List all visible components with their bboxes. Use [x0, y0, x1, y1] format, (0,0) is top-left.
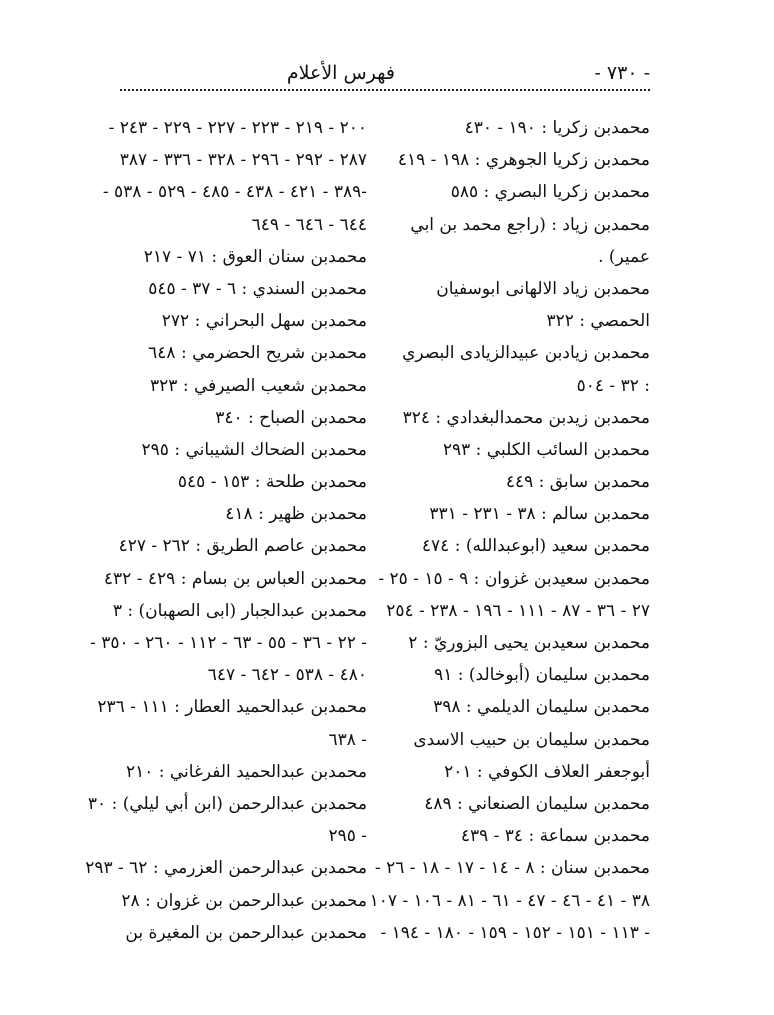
index-entry: محمدبن سنان العوق : ٧١ - ٢١٧ [143, 246, 367, 267]
index-entry: محمدبن عبدالحميد العطار : ١١١ - ٢٣٦ [97, 697, 367, 718]
page-title: فهرس الأعلام [286, 62, 395, 84]
page-number: - ٧٣٠ - [594, 62, 650, 84]
index-entry: محمدبن زيادبن عبيدالزيادى البصري [402, 343, 650, 364]
dotted-divider [120, 89, 650, 91]
index-entry: ٤٨٠ - ٥٣٨ - ٦٤٢ - ٦٤٧ [207, 665, 367, 686]
index-entry: محمدبن الضحاك الشيباني : ٢٩٥ [141, 439, 367, 460]
index-entry: عمير) . [598, 246, 650, 267]
index-entry: محمدبن زكريا الجوهري : ١٩٨ - ٤١٩ [397, 150, 650, 171]
index-entry: محمدبن زكريا : ١٩٠ - ٤٣٠ [464, 118, 650, 138]
index-entry: محمدبن سليمان الديلمي : ٣٩٨ [433, 697, 650, 718]
index-entry: محمدبن شريح الحضرمي : ٦٤٨ [148, 343, 367, 364]
index-entry: محمدبن سعيدبن غزوان : ٩ - ١٥ - ٢٥ - [378, 568, 650, 589]
index-entry: محمدبن سعيد (ابوعبدالله) : ٤٧٤ [421, 536, 650, 557]
index-entry: أبوجعفر العلاف الكوفي : ٢٠١ [444, 761, 650, 782]
index-entry: محمدبن الصباح : ٣٤٠ [215, 407, 367, 428]
index-entry: محمدبن زيدبن محمدالبغدادي : ٣٢٤ [402, 407, 650, 428]
index-entry: محمدبن طلحة : ١٥٣ - ٥٤٥ [177, 472, 367, 493]
index-entry: محمدبن ظهير : ٤١٨ [225, 504, 367, 525]
index-entry: ٣٨ - ٤١ - ٤٦ - ٤٧ - ٦١ - ٨١ - ١٠٦ - ١٠٧ [369, 890, 650, 911]
index-entry: محمدبن سماعة : ٣٤ - ٤٣٩ [460, 826, 650, 847]
index-entry: ٦٤٤ - ٦٤٦ - ٦٤٩ [251, 214, 367, 235]
index-entry: - ٦٣٨ [328, 729, 367, 750]
index-entry: محمدبن السندي : ٦ - ٣٧ - ٥٤٥ [148, 278, 367, 299]
index-entry: محمدبن سليمان (أبوخالد) : ٩١ [434, 665, 650, 686]
index-entry: الحمصي : ٣٢٢ [546, 311, 650, 332]
index-entry: -٣٨٩ - ٤٢١ - ٤٣٨ - ٤٨٥ - ٥٢٩ - ٥٣٨ - [102, 182, 367, 203]
index-entry: محمدبن زكريا البصري : ٥٨٥ [450, 182, 650, 203]
index-column-right [369, 112, 650, 949]
index-entry: محمدبن زياد الالهانى ابوسفيان [436, 278, 650, 299]
index-entry: محمدبن شعيب الصيرفي : ٣٢٣ [150, 375, 367, 396]
page-header [120, 56, 650, 90]
index-entry: محمدبن عبدالرحمن (ابن أبي ليلي) : ٣٠ [87, 793, 367, 814]
index-entry: - ٢٢ - ٣٦ - ٥٥ - ٦٣ - ١١٢ - ٢٦٠ - ٣٥٠ - [90, 633, 367, 653]
index-entry: محمدبن السائب الكلبي : ٢٩٣ [442, 439, 650, 460]
index-entry: محمدبن عاصم الطريق : ٢٦٢ - ٤٢٧ [118, 536, 367, 557]
index-entry: محمدبن سليمان الصنعاني : ٤٨٩ [424, 793, 650, 814]
index-entry: محمدبن عبدالرحمن بن غزوان : ٢٨ [121, 890, 367, 911]
index-entry: محمدبن سهل البحراني : ٢٧٢ [161, 311, 367, 332]
index-entry: : ٣٢ - ٥٠٤ [576, 375, 650, 396]
index-entry: ٢٧ - ٣٦ - ٨٧ - ١١١ - ١٩٦ - ٢٣٨ - ٢٥٤ [386, 600, 650, 621]
index-entry: محمدبن سابق : ٤٤٩ [505, 472, 650, 493]
index-entry: محمدبن عبدالجبار (ابى الصهبان) : ٣ [112, 600, 367, 621]
index-entry: محمدبن عبدالحميد الفرغاني : ٢١٠ [125, 761, 367, 782]
index-entry: - ٢٩٥ [328, 826, 367, 847]
index-entry: محمدبن العباس بن بسام : ٤٢٩ - ٤٣٢ [103, 568, 367, 589]
index-column-left [85, 112, 367, 949]
index-entry: - ١١٣ - ١٥١ - ١٥٢ - ١٥٩ - ١٨٠ - ١٩٤ - [380, 922, 650, 943]
index-entry: محمدبن عبدالرحمن بن المغيرة بن [125, 922, 367, 943]
index-entry: محمدبن سنان : ٨ - ١٤ - ١٧ - ١٨ - ٢٦ - [374, 858, 650, 879]
index-entry: محمدبن عبدالرحمن العزرمي : ٦٢ - ٢٩٣ [85, 858, 367, 879]
index-entry: محمدبن سالم : ٣٨ - ٢٣١ - ٣٣١ [429, 504, 650, 525]
index-entry: ٢٠٠ - ٢١٩ - ٢٢٣ - ٢٢٧ - ٢٢٩ - ٢٤٣ - [108, 118, 367, 138]
index-entry: محمدبن زياد : (راجع محمد بن ابي [410, 214, 650, 235]
index-entry: محمدبن سعيدبن يحيى البزوريّ : ٢ [408, 633, 650, 653]
index-entry: ٢٨٧ - ٢٩٢ - ٢٩٦ - ٣٢٨ - ٣٣٦ - ٣٨٧ [119, 150, 367, 171]
index-entry: محمدبن سليمان بن حبيب الاسدى [413, 729, 650, 750]
